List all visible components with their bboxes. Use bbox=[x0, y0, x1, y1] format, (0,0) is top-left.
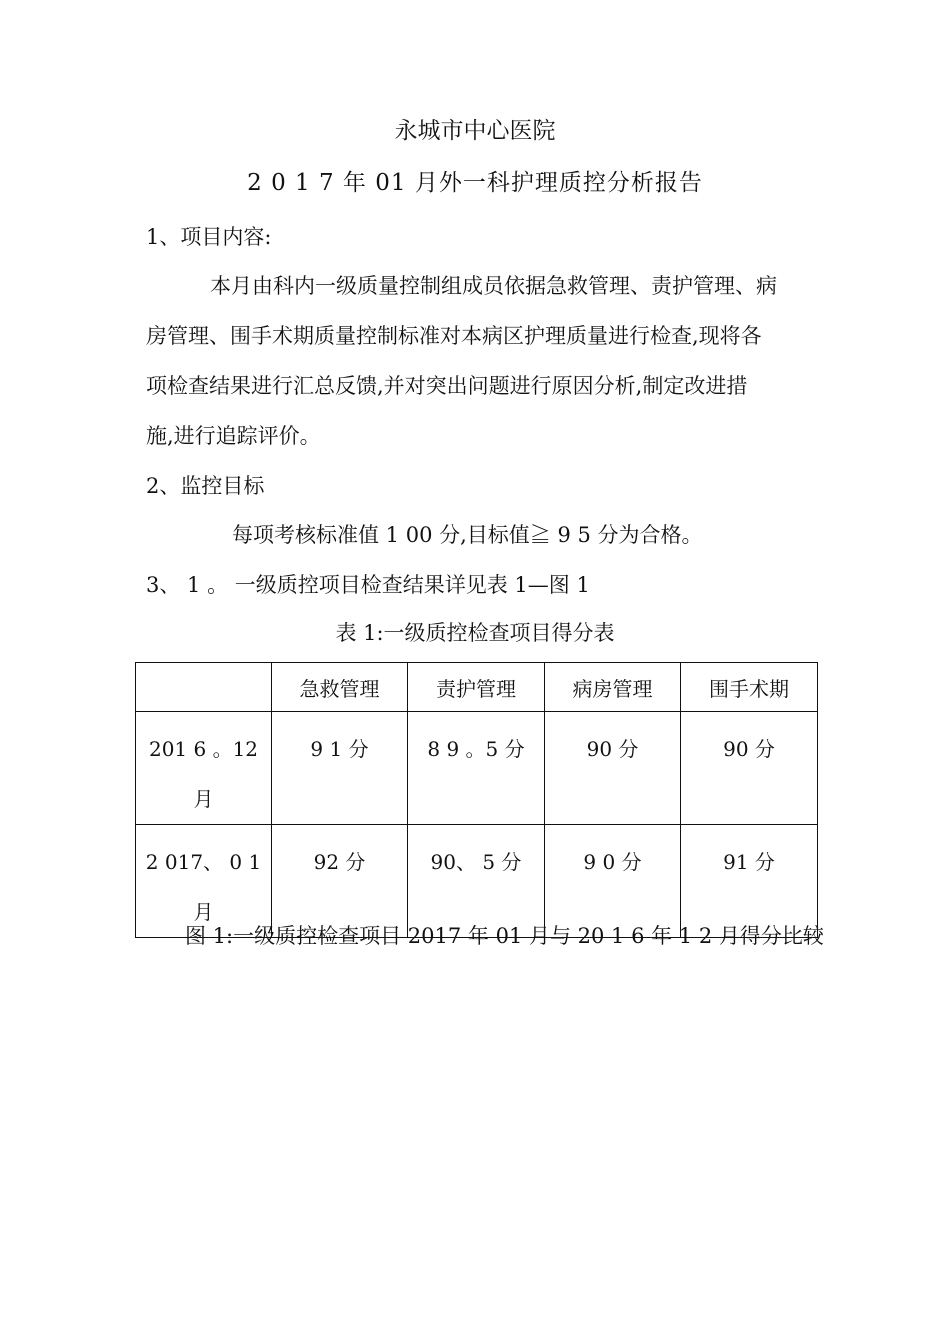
row-period-cell bbox=[136, 825, 272, 938]
header-cell-emergency-management: 急救管理 bbox=[272, 663, 408, 712]
hospital-name: 永城市中心医院 bbox=[394, 118, 556, 144]
section-1-paragraph-line-4: 施,进行追踪评价。 bbox=[146, 424, 321, 448]
score-cell: 90 分 bbox=[545, 712, 681, 825]
score-cell: 92 分 bbox=[272, 825, 408, 938]
score-cell: 8 9 。5 分 bbox=[408, 712, 545, 825]
row-period-line-2: 月 bbox=[193, 787, 214, 811]
row-period-line-1: 2 017、 0 1 bbox=[145, 850, 262, 874]
section-1-paragraph-line-1: 本月由科内一级质量控制组成员依据急救管理、责护管理、病 bbox=[210, 274, 777, 298]
score-cell: 91 分 bbox=[681, 825, 818, 938]
section-1-heading: 1、项目内容: bbox=[146, 225, 272, 249]
report-title: 2 0 1 7 年 01 月外一科护理质控分析报告 bbox=[247, 170, 703, 196]
table-1-caption: 表 1:一级质控检查项目得分表 bbox=[335, 621, 615, 645]
figure-1-caption: 图 1:一级质控检查项目 2017 年 01 月与 20 1 6 年 1 2 月得分比较 bbox=[185, 924, 824, 948]
header-cell-blank bbox=[136, 663, 272, 712]
table-row bbox=[136, 712, 818, 825]
table-header-row bbox=[136, 663, 818, 712]
score-cell: 90 分 bbox=[681, 712, 818, 825]
header-cell-responsibility-management: 责护管理 bbox=[408, 663, 545, 712]
score-cell: 90、 5 分 bbox=[408, 825, 545, 938]
row-period-cell bbox=[136, 712, 272, 825]
row-period-line-2: 月 bbox=[193, 900, 214, 924]
score-table bbox=[135, 662, 818, 938]
section-1-paragraph-line-3: 项检查结果进行汇总反馈,并对突出问题进行原因分析,制定改进措 bbox=[146, 374, 748, 398]
row-period-line-1: 201 6 。12 bbox=[148, 737, 259, 761]
section-1-paragraph-line-2: 房管理、围手术期质量控制标准对本病区护理质量进行检查,现将各 bbox=[146, 324, 762, 348]
section-2-text: 每项考核标准值 1 00 分,目标值≧ 9 5 分为合格。 bbox=[232, 523, 703, 547]
section-3-heading: 3、 1 。 一级质控项目检查结果详见表 1—图 1 bbox=[146, 573, 590, 597]
score-cell: 9 0 分 bbox=[545, 825, 681, 938]
table-row bbox=[136, 825, 818, 938]
header-cell-ward-management: 病房管理 bbox=[545, 663, 681, 712]
header-cell-perioperative: 围手术期 bbox=[681, 663, 818, 712]
section-2-heading: 2、监控目标 bbox=[146, 474, 265, 498]
score-cell: 9 1 分 bbox=[272, 712, 408, 825]
